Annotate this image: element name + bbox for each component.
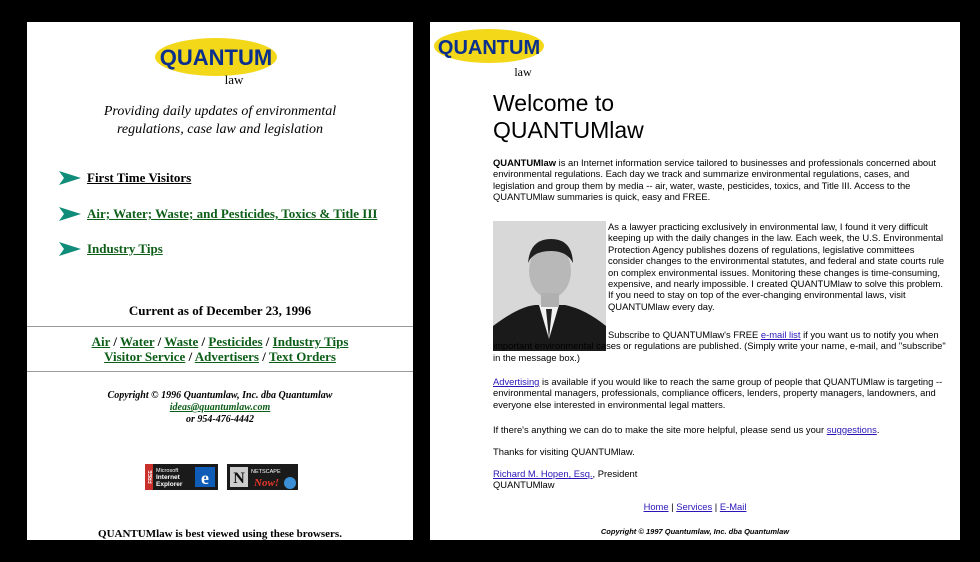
subscribe-text-post: if you want us to notify you when important environmental cases or regulations are published. (Simply write your name, e-mail, and "subscribe" in the message box.) [493,329,946,363]
advertising-text: is available if you would like to reach the same group of people that QUANTUMlaw is targeting -- environmental managers, professionals, compliance officers, lenders, property managers, landowners, and everyone else interested in environmental legal matters. [493,376,943,410]
badge-free-text: FREE [148,470,154,484]
internet-explorer-badge[interactable] [145,464,218,490]
footer-nav [430,501,960,512]
menu-link-industry-tips[interactable]: Industry Tips [272,334,349,349]
nav-link-first-time-visitors[interactable]: First Time Visitors [87,170,192,185]
copyright-text: Copyright © 1996 Quantumlaw, Inc. dba Quantumlaw [107,390,333,401]
nav-item-first-time-visitors[interactable] [59,170,191,186]
nav-item-media[interactable] [59,206,377,222]
signer-name-link[interactable]: Richard M. Hopen, Esq. [493,468,593,479]
quantumlaw-logo[interactable] [154,34,278,86]
welcome-heading-line1: Welcome to [493,90,615,116]
best-viewed-note: QUANTUMlaw is best viewed using these browsers. [98,528,342,540]
subscribe-paragraph [493,329,948,363]
footer-separator: | [668,501,677,512]
logo-sub-text: law [224,72,244,86]
contact-phone: or 954-476-4442 [185,414,255,425]
logo-sub-text: law [514,65,532,78]
divider [27,371,413,372]
advertising-link[interactable]: Advertising [493,376,540,387]
thanks-text: Thanks for visiting QUANTUMlaw. [493,446,635,457]
menu-separator: / [110,334,120,349]
lawyer-paragraph: As a lawyer practicing exclusively in environmental law, I found it very difficult keeping up with the daily changes in the law. Each week, the U.S. Environmental Protection Agency publishes dozens of regulations, legislative committees consider changes to the environmental statutes, and federal and state courts rule on complex environmental issues. Monitoring these changes is time-consuming, expensive, and nearly impossible. I created QUANTUMlaw to solve this problem. If you need to stay on top of the ever-changing environmental laws, visit QUANTUMlaw every day. [608,221,945,312]
footer-email-link[interactable]: E-Mail [719,501,747,512]
subscribe-text-pre: Subscribe to QUANTUMlaw's FREE [608,329,761,340]
arrow-bullet-icon [59,171,81,185]
badge-ie-line1: Microsoft [156,468,179,474]
footer-copyright: Copyright © 1997 Quantumlaw, Inc. dba Quantumlaw [600,527,790,536]
menu-separator: / [258,349,269,364]
divider [27,326,413,327]
menu-separator: / [262,334,273,349]
text-menu [27,334,413,364]
signer-organization: QUANTUMlaw [493,479,555,491]
menu-link-text-orders[interactable]: Text Orders [268,349,336,364]
email-list-link[interactable]: e-mail list [760,329,801,340]
quantumlaw-logo-graphic [154,34,278,86]
footer-separator: | [712,501,720,512]
netscape-now-badge[interactable] [227,464,298,490]
right-page-panel [430,22,960,540]
logo-brand-text: QUANTUM [437,37,541,59]
menu-link-visitor-service[interactable]: Visitor Service [104,349,186,364]
menu-separator: / [198,334,209,349]
nav-link-media[interactable]: Air; Water; Waste; and Pesticides, Toxics & Title III [87,206,378,221]
menu-link-water[interactable]: Water [120,334,155,349]
quantumlaw-logo-graphic [433,26,546,78]
nav-link-industry-tips[interactable]: Industry Tips [87,241,163,256]
badge-netscape-line2: Now! [254,477,280,489]
intro-paragraph [493,157,948,203]
advertising-paragraph [493,376,948,410]
netscape-n-icon: N [233,470,245,487]
quantumlaw-logo[interactable] [433,26,546,78]
badge-ie-line3: Explorer [156,481,183,488]
suggestions-paragraph [493,424,948,435]
nav-item-industry-tips[interactable] [59,241,163,257]
footer-services-link[interactable]: Services [676,501,713,512]
tagline: Providing daily updates of environmental regulations, case law and legislation [103,104,337,137]
arrow-bullet-icon [59,242,81,256]
menu-link-air[interactable]: Air [91,334,111,349]
suggestions-text-post: . [876,424,880,435]
ie-e-icon: e [201,468,209,488]
contact-email-link[interactable]: ideas@quantumlaw.com [169,402,271,413]
netscape-globe-icon [284,477,296,489]
menu-link-waste[interactable]: Waste [164,334,199,349]
welcome-heading [493,90,644,144]
welcome-heading-line2: QUANTUMlaw [493,117,644,143]
left-page-panel [27,22,413,540]
arrow-bullet-icon [59,207,81,221]
menu-separator: / [185,349,195,364]
signer-title: , President [592,468,638,479]
intro-bold-name: QUANTUMlaw [493,157,557,168]
menu-link-pesticides[interactable]: Pesticides [208,334,263,349]
menu-separator: / [154,334,165,349]
badge-netscape-line1: NETSCAPE [251,469,281,475]
intro-text: is an Internet information service tailored to businesses and professionals concerned about environmental regulations. Each day we track and summarize environmental regulations, cases, and legislation and group them by media -- air, water, waste, pesticides, toxics, and Title III. Access to the QUANTUMlaw summaries is quick, easy and FREE. [493,157,936,203]
suggestions-link[interactable]: suggestions [826,424,877,435]
netscape-now-badge-graphic [227,464,298,490]
menu-link-advertisers[interactable]: Advertisers [194,349,259,364]
logo-brand-text: QUANTUM [159,45,273,70]
signature-block [493,468,948,491]
internet-explorer-badge-graphic [145,464,218,490]
badge-ie-line2: Internet [156,474,180,481]
current-as-of: Current as of December 23, 1996 [128,303,312,318]
copyright-block [27,390,413,426]
footer-home-link[interactable]: Home [643,501,669,512]
suggestions-text-pre: If there's anything we can do to make the site more helpful, please send us your [493,424,827,435]
